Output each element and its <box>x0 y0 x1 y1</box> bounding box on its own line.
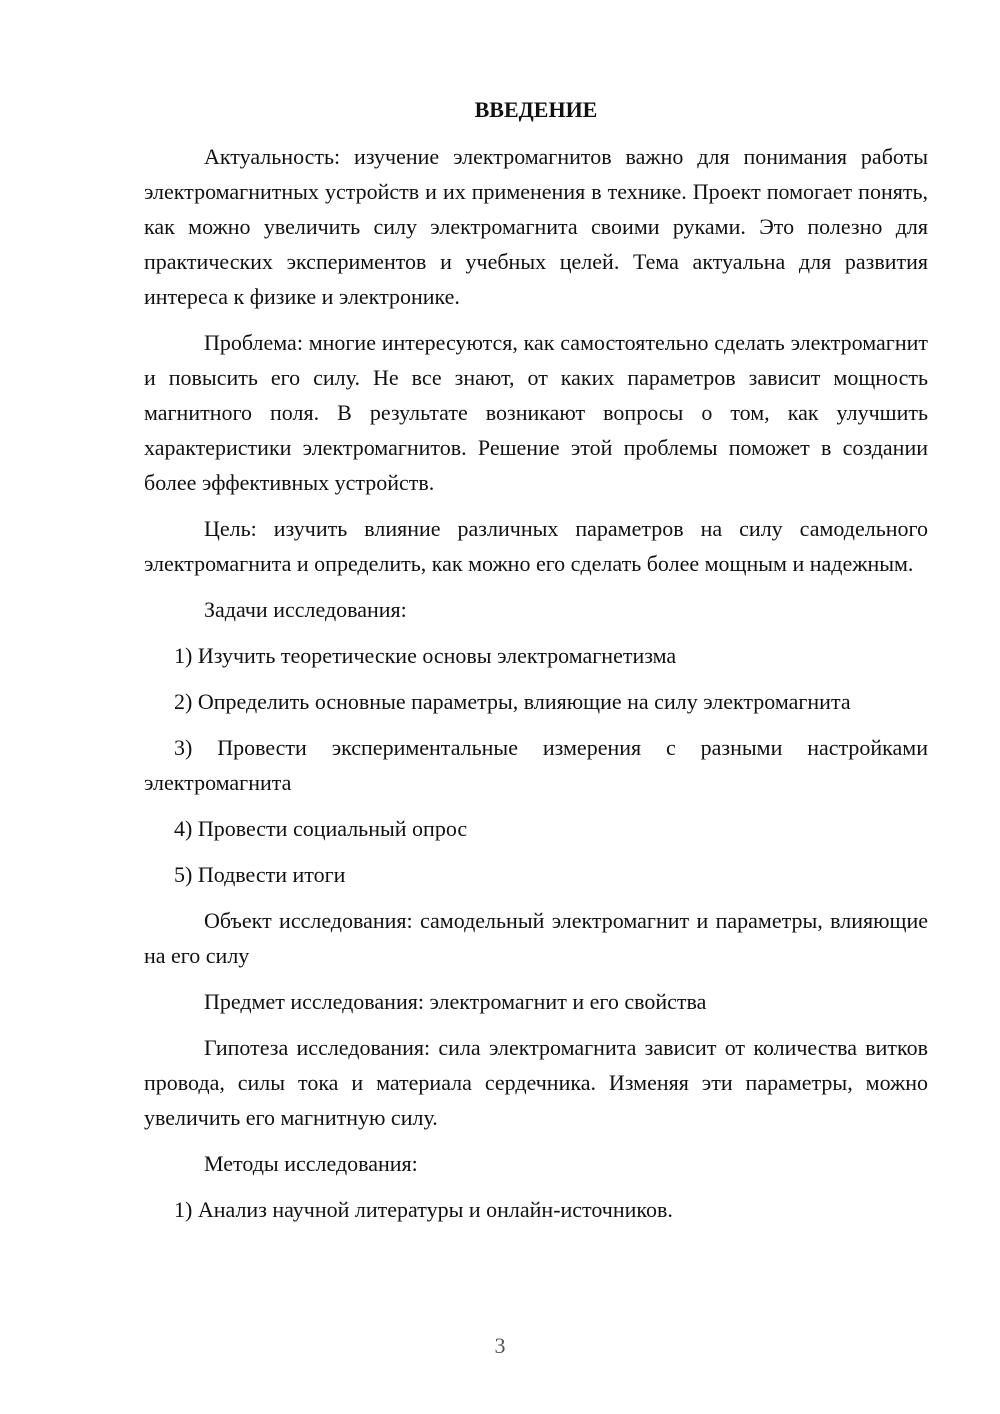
methods-heading: Методы исследования: <box>204 1151 418 1176</box>
tasks-heading: Задачи исследования: <box>204 597 407 622</box>
hypothesis-paragraph: Гипотеза исследования: сила электромагнита зависит от количества витков провода, силы тока и материала сердечника. Изменяя эти параметры, можно увеличить его магнитную силу. <box>144 1035 928 1130</box>
task-item: 1) Изучить теоретические основы электромагнетизма <box>174 643 677 668</box>
section-title: ВВЕДЕНИЕ <box>474 97 598 122</box>
relevance-paragraph: Актуальность: изучение электромагнитов важно для понимания работы электромагнитных устройств и их применения в технике. Проект помогает понять, как можно увеличить силу электромагнита своими руками. Это полезно для практических экспериментов и учебных целей. Тема актуальна для развития интереса к физике и электронике. <box>144 144 928 309</box>
page-number: 3 <box>494 1333 506 1358</box>
goal-paragraph: Цель: изучить влияние различных параметров на силу самодельного электромагнита и определить, как можно его сделать более мощным и надежным. <box>144 516 928 576</box>
page-content <box>144 92 928 1238</box>
method-item: 1) Анализ научной литературы и онлайн-источников. <box>174 1197 673 1222</box>
subject-paragraph: Предмет исследования: электромагнит и его свойства <box>204 989 707 1014</box>
task-item: 4) Провести социальный опрос <box>174 816 468 841</box>
task-item: 2) Определить основные параметры, влияющие на силу электромагнита <box>174 689 851 714</box>
task-item: 5) Подвести итоги <box>174 862 346 887</box>
problem-paragraph: Проблема: многие интересуются, как самостоятельно сделать электромагнит и повысить его силу. Не все знают, от каких параметров зависит мощность магнитного поля. В результате возникают вопросы о том, как улучшить характеристики электромагнитов. Решение этой проблемы поможет в создании более эффективных устройств. <box>144 330 928 495</box>
object-paragraph: Объект исследования: самодельный электромагнит и параметры, влияющие на его силу <box>144 908 928 968</box>
task-item: 3) Провести экспериментальные измерения с разными настройками электромагнита <box>144 735 928 795</box>
